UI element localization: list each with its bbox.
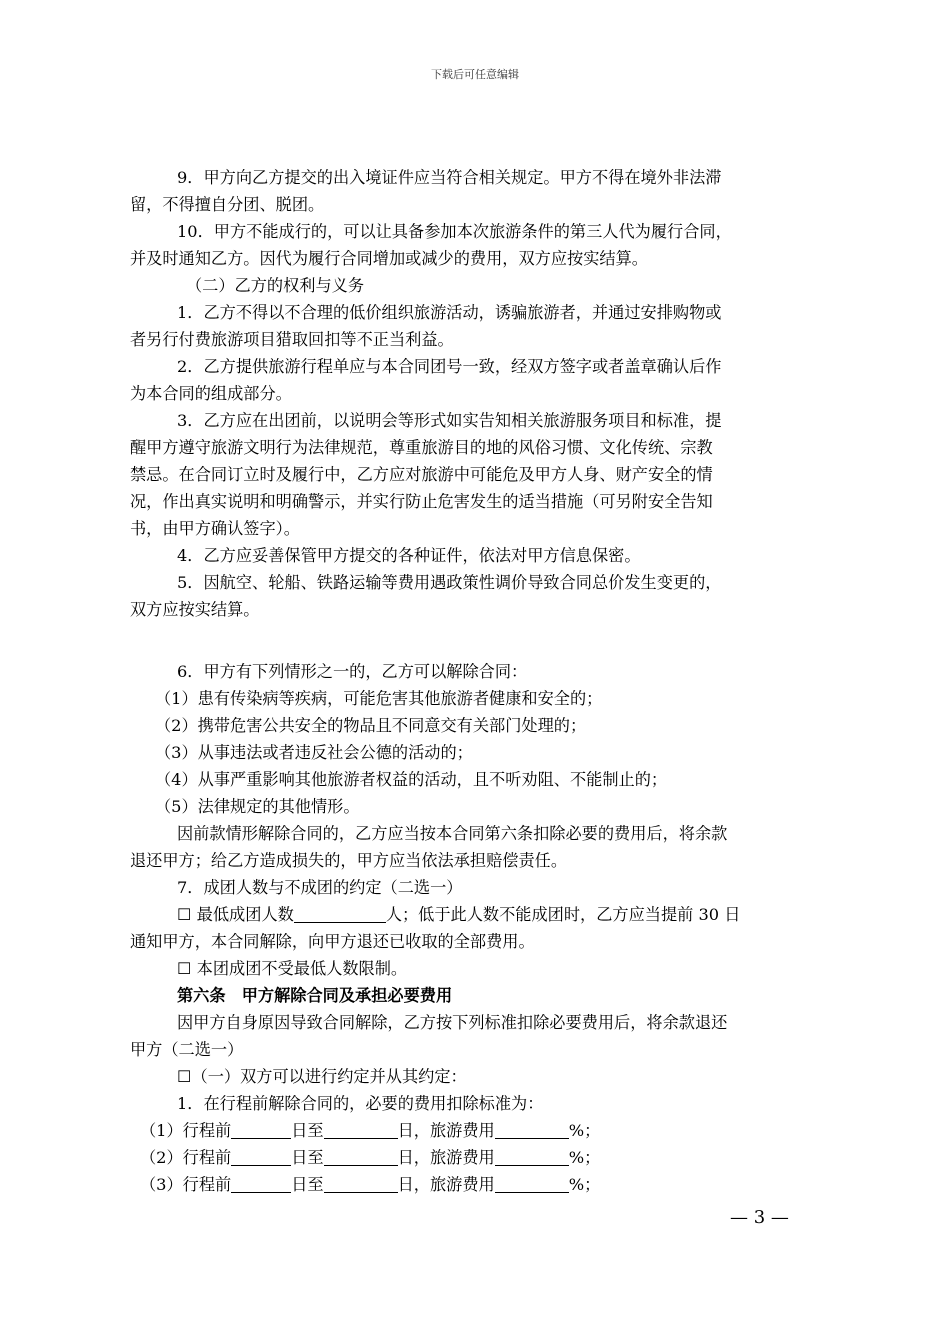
- fee-row-suffix: %；: [568, 1121, 601, 1140]
- party-b-item-2-line-2: 为本合同的组成部分。: [130, 384, 292, 403]
- group-size-option-1-line-2: 通知甲方，本合同解除，向甲方退还已收取的全部费用。: [130, 932, 535, 951]
- days-to-blank[interactable]: [324, 1120, 398, 1139]
- contract-body: [130, 164, 830, 1198]
- party-b-item-3-line-2: 醒甲方遵守旅游文明行为法律规范，尊重旅游目的地的风俗习惯、文化传统、宗教: [130, 438, 713, 457]
- article-6-item-1: 1．在行程前解除合同的，必要的费用扣除标准为：: [177, 1094, 544, 1113]
- clause-10-line-2: 并及时通知乙方。因代为履行合同增加或减少的费用，双方应按实结算。: [130, 249, 648, 268]
- party-b-item-2-line-1: 2．乙方提供旅游行程单应与本合同团号一致，经双方签字或者盖章确认后作: [177, 357, 722, 376]
- checkbox-min-group-label[interactable]: ☐ 最低成团人数: [177, 905, 294, 924]
- percent-blank[interactable]: [495, 1147, 569, 1166]
- fee-row-mid: 日至: [291, 1121, 324, 1140]
- fee-row-prefix: （2）行程前: [140, 1148, 232, 1167]
- party-b-item-3-line-3: 禁忌。在合同订立时及履行中，乙方应对旅游中可能危及甲方人身、财产安全的情: [130, 465, 713, 484]
- party-b-item-3-line-5: 书，由甲方确认签字）。: [130, 519, 300, 538]
- group-size-option-2[interactable]: ☐ 本团成团不受最低人数限制。: [177, 959, 408, 978]
- fee-row: [130, 1171, 830, 1198]
- fee-row-mid2: 日，旅游费用: [397, 1175, 495, 1194]
- termination-refund-line-2: 退还甲方；给乙方造成损失的，甲方应当依法承担赔偿责任。: [130, 851, 568, 870]
- days-from-blank[interactable]: [231, 1174, 291, 1193]
- days-to-blank[interactable]: [324, 1147, 398, 1166]
- clause-9-line-2: 留，不得擅自分团、脱团。: [130, 195, 325, 214]
- party-b-item-3-line-1: 3．乙方应在出团前，以说明会等形式如实告知相关旅游服务项目和标准，提: [177, 411, 722, 430]
- days-from-blank[interactable]: [231, 1147, 291, 1166]
- fee-row-mid2: 日，旅游费用: [397, 1121, 495, 1140]
- page-number: — 3 —: [730, 1207, 789, 1228]
- min-group-size-blank[interactable]: [294, 904, 386, 923]
- days-to-blank[interactable]: [324, 1174, 398, 1193]
- termination-case-2: （2）携带危害公共安全的物品且不同意交有关部门处理的；: [155, 716, 587, 735]
- termination-refund-line-1: 因前款情形解除合同的，乙方应当按本合同第六条扣除必要的费用后，将余款: [177, 824, 728, 843]
- days-from-blank[interactable]: [231, 1120, 291, 1139]
- article-6-title: 第六条 甲方解除合同及承担必要费用: [177, 986, 453, 1005]
- party-b-item-5-line-1: 5．因航空、轮船、铁路运输等费用遇政策性调价导致合同总价发生变更的，: [177, 573, 722, 592]
- article-6-option-1[interactable]: ☐（一）双方可以进行约定并从其约定：: [177, 1067, 467, 1086]
- paragraph-gap: [130, 623, 830, 658]
- fee-row-mid: 日至: [291, 1148, 324, 1167]
- party-b-item-1-line-1: 1．乙方不得以不合理的低价组织旅游活动，诱骗旅游者，并通过安排购物或: [177, 303, 722, 322]
- percent-blank[interactable]: [495, 1120, 569, 1139]
- party-b-item-7-line-1: 7．成团人数与不成团的约定（二选一）: [177, 878, 463, 897]
- fee-row-prefix: （3）行程前: [140, 1175, 232, 1194]
- termination-case-1: （1）患有传染病等疾病，可能危害其他旅游者健康和安全的；: [155, 689, 603, 708]
- party-b-item-4-line-1: 4．乙方应妥善保管甲方提交的各种证件，依法对甲方信息保密。: [177, 546, 641, 565]
- clause-9-line-1: 9．甲方向乙方提交的出入境证件应当符合相关规定。甲方不得在境外非法滞: [177, 168, 722, 187]
- party-b-item-1-line-2: 者另行付费旅游项目猎取回扣等不正当利益。: [130, 330, 454, 349]
- percent-blank[interactable]: [495, 1174, 569, 1193]
- party-b-item-5-line-2: 双方应按实结算。: [130, 600, 260, 619]
- party-b-item-6-line-1: 6．甲方有下列情形之一的，乙方可以解除合同：: [177, 662, 528, 681]
- fee-row: [130, 1144, 830, 1171]
- page-header: 下载后可任意编辑: [431, 68, 519, 81]
- fee-row-mid2: 日，旅游费用: [397, 1148, 495, 1167]
- article-6-para-line-2: 甲方（二选一）: [130, 1040, 244, 1059]
- fee-row-mid: 日至: [291, 1175, 324, 1194]
- group-size-option-1: [130, 901, 830, 928]
- fee-row-suffix: %；: [568, 1148, 601, 1167]
- termination-case-4: （4）从事严重影响其他旅游者权益的活动，且不听劝阻、不能制止的；: [155, 770, 668, 789]
- clause-10-line-1: 10．甲方不能成行的，可以让具备参加本次旅游条件的第三人代为履行合同，: [177, 222, 732, 241]
- article-6-para-line-1: 因甲方自身原因导致合同解除，乙方按下列标准扣除必要费用后，将余款退还: [177, 1013, 728, 1032]
- fee-row-prefix: （1）行程前: [140, 1121, 232, 1140]
- fee-row-suffix: %；: [568, 1175, 601, 1194]
- termination-case-3: （3）从事违法或者违反社会公德的活动的；: [155, 743, 473, 762]
- min-group-size-rest: 人；低于此人数不能成团时，乙方应当提前 30 日: [385, 905, 741, 924]
- section-2-heading: （二）乙方的权利与义务: [186, 276, 365, 295]
- fee-row: [130, 1117, 830, 1144]
- termination-case-5: （5）法律规定的其他情形。: [155, 797, 360, 816]
- party-b-item-3-line-4: 况，作出真实说明和明确警示，并实行防止危害发生的适当措施（可另附安全告知: [130, 492, 713, 511]
